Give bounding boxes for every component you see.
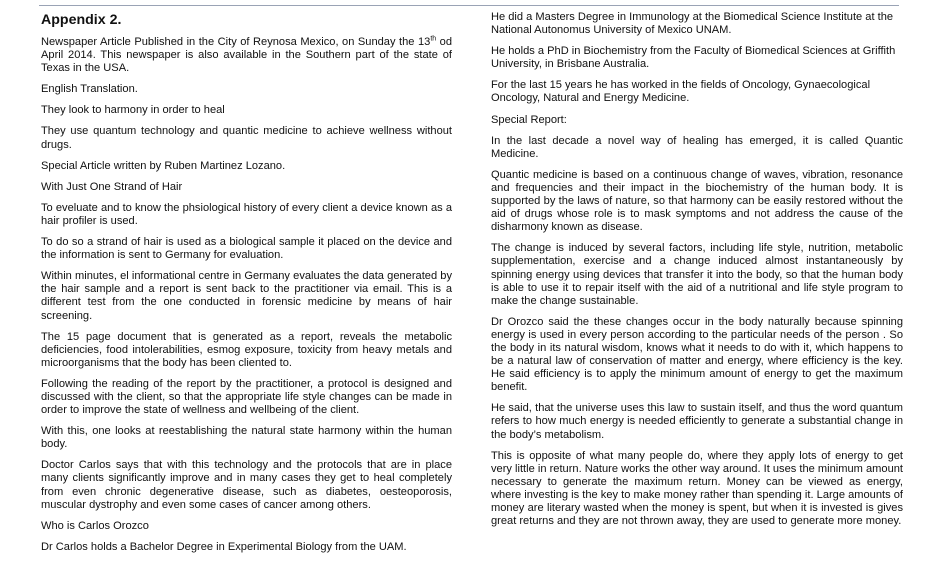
intro-superscript: th (430, 35, 437, 43)
paragraph-natural-changes: Dr Orozco said the these changes occur in the body naturally because spinning energy is used in every person according to the particular needs of the person . So the body in its natural wisdom, knows what it needs to do with it, which happens to be a natural law of conservation of matter and energy, where efficiency is the key. He said efficiency is to apply the minimum amount of energy to get the maximum benefit. (491, 315, 903, 394)
paragraph-phd: He holds a PhD in Biochemistry from the Faculty of Biomedical Sciences at Griffith University, in Brisbane Australia. (491, 45, 896, 71)
intro-text-part-2: od April 2014. This newspaper is also available in the Southern part of the state of Texas in the USA. (41, 36, 453, 75)
intro-paragraph (41, 36, 452, 75)
appendix-heading: Appendix 2. (41, 12, 122, 28)
article-subheadline: They use quantum technology and quantic medicine to achieve wellness without drugs. (41, 125, 452, 151)
section-title-hair: With Just One Strand of Hair (41, 180, 183, 193)
translation-label: English Translation. (41, 83, 138, 96)
paragraph-quantic-basis: Quantic medicine is based on a continuous change of waves, vibration, resonance and frequencies and their impact in the biochemistry of the human body. It is supported by the laws of nature, so that harmony can be easily restored without the aid of drugs whose role is to mask symptoms and not address the cause of the disharmony known as disease. (491, 168, 903, 234)
paragraph-fields: For the last 15 years he has worked in the fields of Oncology, Gynaecological Oncology, Natural and Energy Medicine. (491, 79, 871, 105)
section-title-special-report: Special Report: (491, 113, 567, 126)
paragraph-hair-sample: To do so a strand of hair is used as a biological sample it placed on the device and the information is sent to Germany for evaluation. (41, 236, 452, 262)
intro-text-part-1: Newspaper Article Published in the City of Reynosa Mexico, on Sunday the 13 (41, 36, 431, 48)
paragraph-report: The 15 page document that is generated as a report, reveals the metabolic deficiencies, food intolerabilities, esmog exposure, toxicity from heavy metals and microorganisms that the body has been cliented to. (41, 330, 452, 369)
paragraph-germany-evaluation: Within minutes, el informational centre in Germany evaluates the data generated by the hair sample and a report is sent back to the practitioner via email. This is a different test from the one conducted in forensic medicine by means of hair screening. (41, 270, 452, 322)
top-divider-line (39, 5, 899, 6)
article-byline: Special Article written by Ruben Martinez Lozano. (41, 159, 286, 172)
paragraph-quantic-intro: In the last decade a novel way of healing has emerged, it is called Quantic Medicine. (491, 134, 903, 160)
paragraph-bachelor: Dr Carlos holds a Bachelor Degree in Experimental Biology from the UAM. (41, 540, 407, 553)
paragraph-universe-law: He said, that the universe uses this law to sustain itself, and thus the word quantum refers to how much energy is needed efficiently to generate a substantial change in the body’s metabolism. (491, 402, 903, 441)
left-column (41, 11, 452, 562)
paragraph-change-factors: The change is induced by several factors, including life style, nutrition, metabolic supplementation, exercise and a change induced almost instantaneously by spinning energy using devices that transfer it into the body, so that the human body is able to use it to repair itself with the aid of a nutritional and life style program to make the change sustainable. (491, 242, 903, 307)
paragraph-results: Doctor Carlos says that with this technology and the protocols that are in place many clients significantly improve and in many cases they get to heal completely from even chronic degenerative disease, such as diabetes, oesteoporosis, muscular dystrophy and even some cases of cancer among others. (41, 459, 452, 511)
article-headline: They look to harmony in order to heal (41, 104, 225, 117)
paragraph-hair-profiler: To eveluate and to know the phsiological history of every client a device known as a hair profiler is used. (41, 201, 452, 227)
paragraph-masters: He did a Masters Degree in Immunology at the Biomedical Science Institute at the National Autonomus University of Mexico UNAM. (491, 11, 894, 37)
section-title-who: Who is Carlos Orozco (41, 519, 149, 532)
paragraph-harmony: With this, one looks at reestablishing the natural state harmony within the human body. (41, 425, 452, 451)
paragraph-protocol: Following the reading of the report by the practitioner, a protocol is designed and discussed with the client, so that the appropriate life style changes can be made in order to improve the state of wellness and wellbeing of the client. (41, 377, 452, 417)
paragraph-energy-money: This is opposite of what many people do, where they apply lots of energy to get very little in return. Nature works the other way around. It uses the minimum amount necessary to generate the maximum return. Money can be viewed as energy, where investing is the key to make money rather than spending it. Large amounts of money are literary wasted when the money is spent, but when it is invested is gives great returns and they are not thrown away, they are used to generate more money. (491, 449, 903, 528)
right-column (491, 11, 903, 536)
